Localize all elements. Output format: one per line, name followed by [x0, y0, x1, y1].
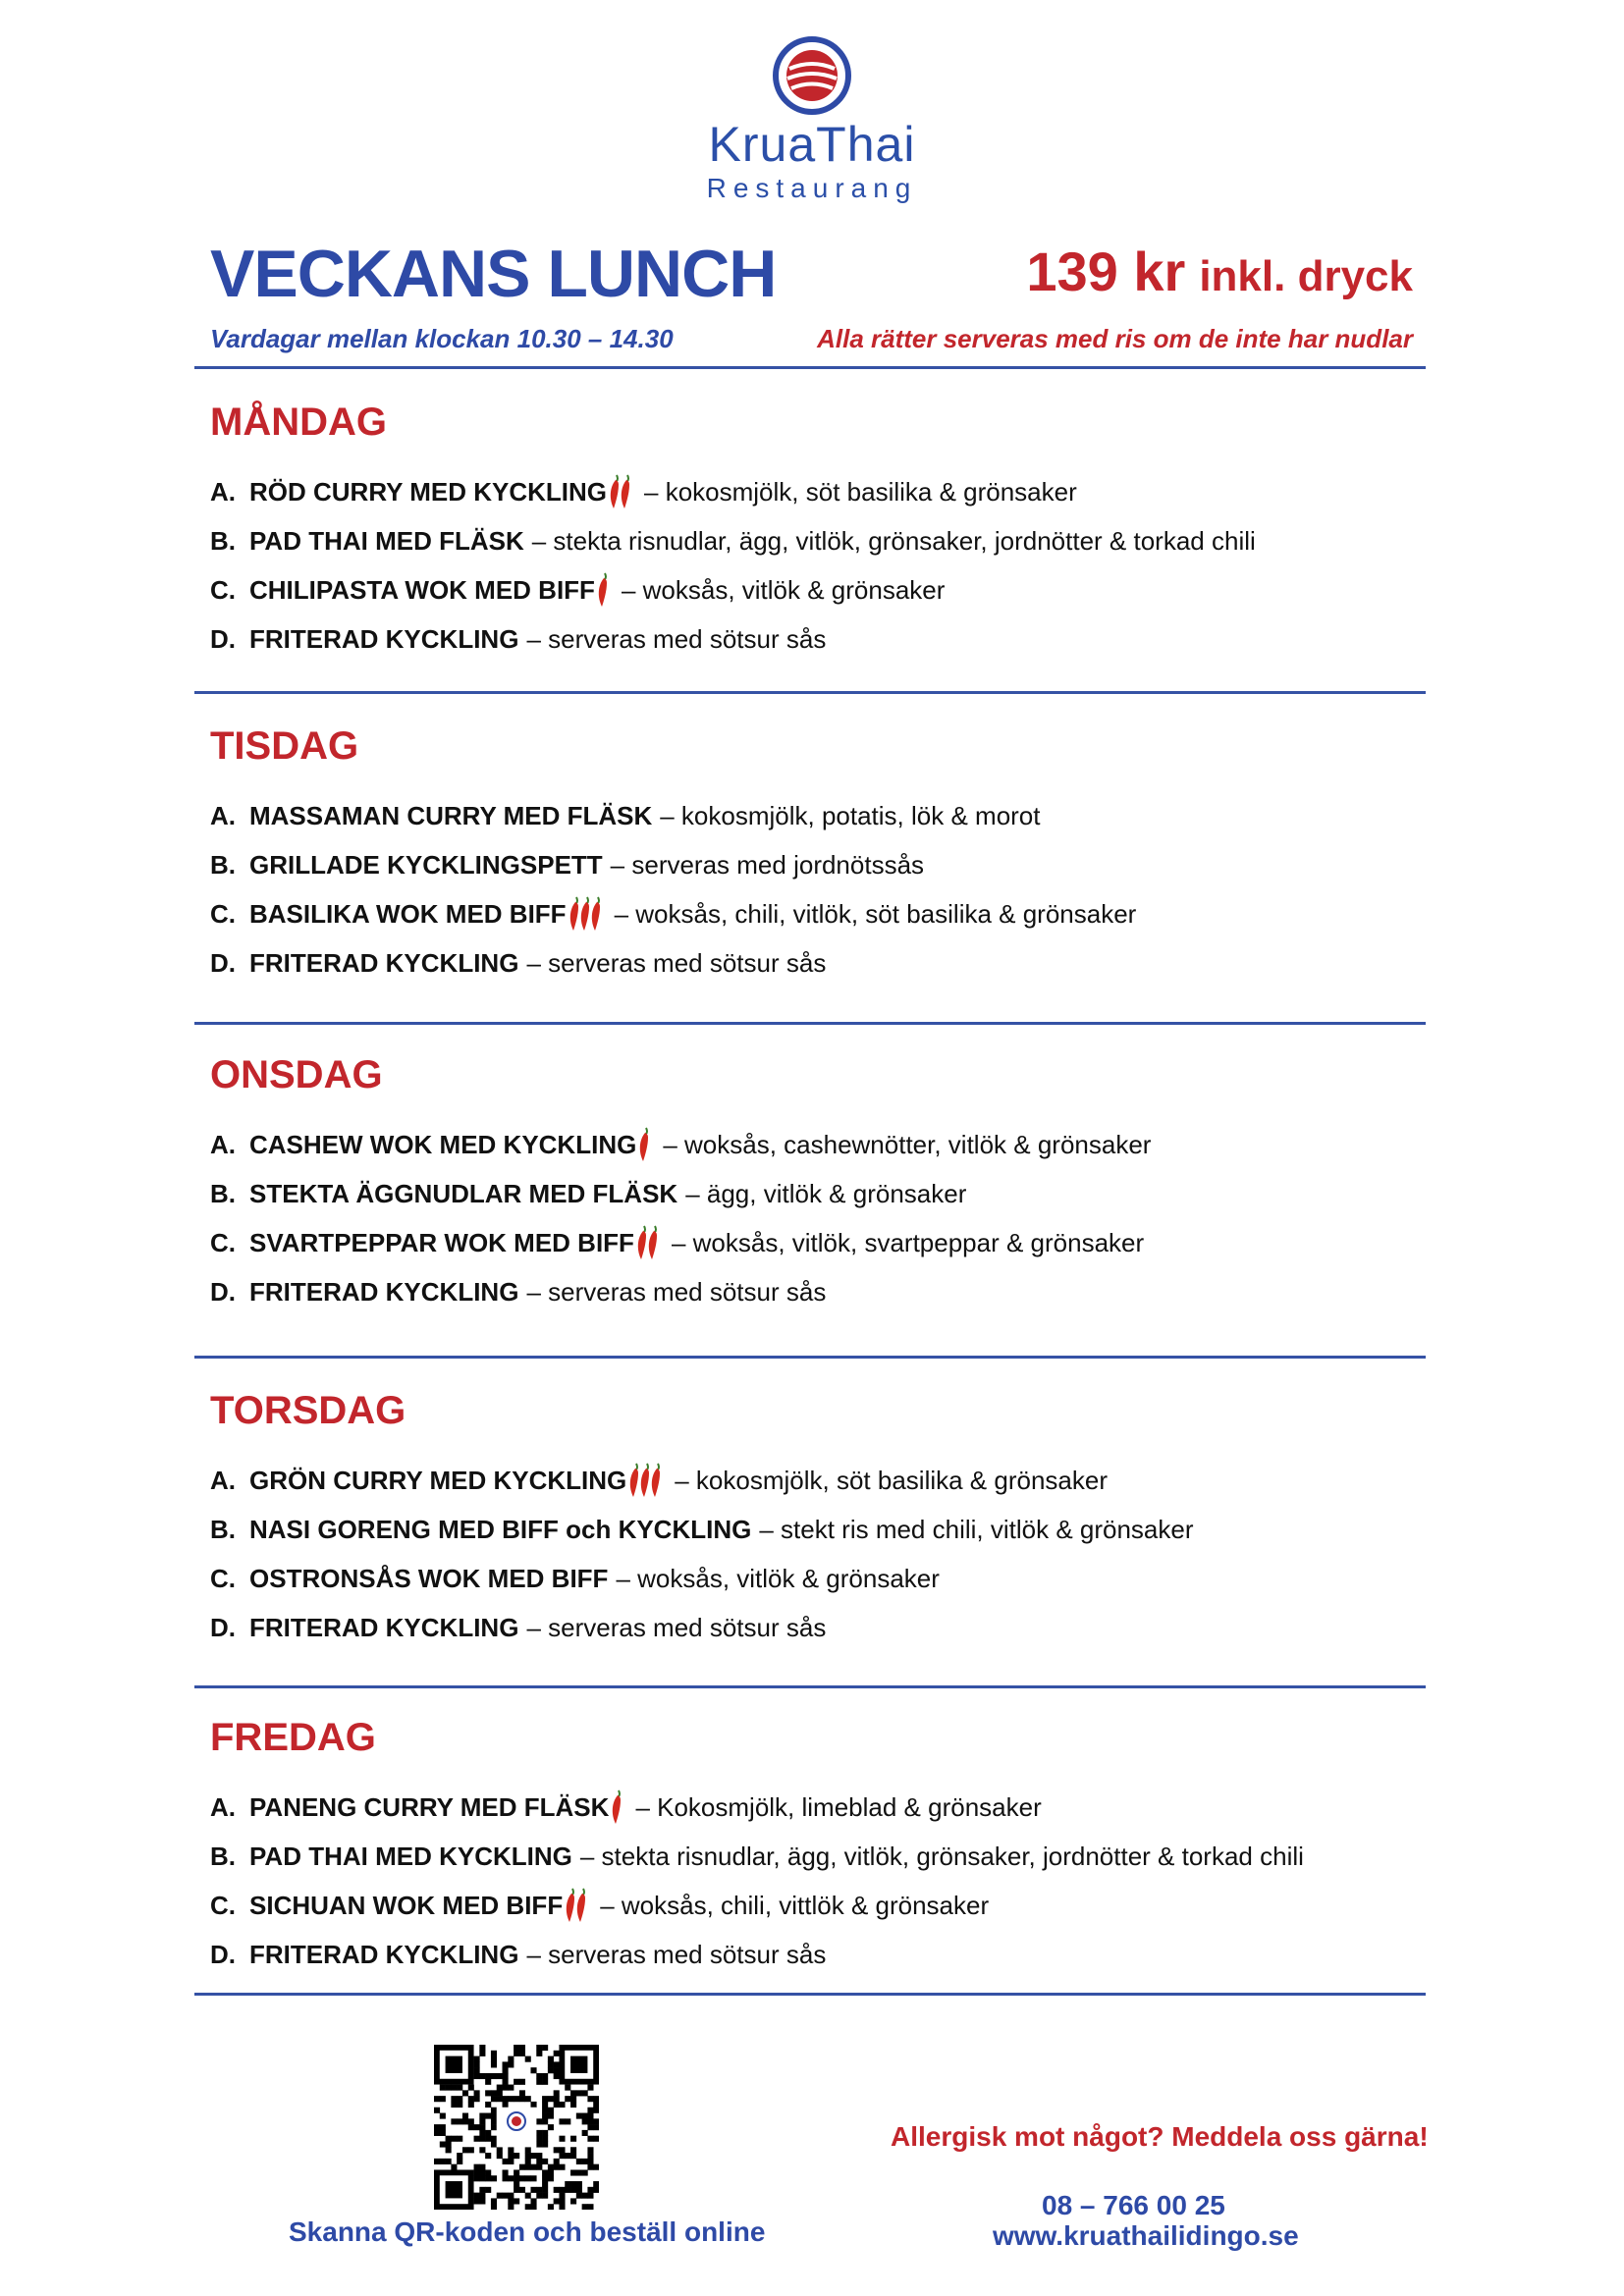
dish-letter: D.	[210, 1612, 236, 1642]
dish-name: STEKTA ÄGGNUDLAR MED FLÄSK	[249, 1178, 678, 1208]
dish-letter: A.	[210, 476, 236, 507]
dish-letter: A.	[210, 1791, 236, 1822]
day-heading: MÅNDAG	[210, 400, 387, 444]
chili-icon	[646, 1224, 660, 1261]
price-note: inkl. dryck	[1199, 252, 1413, 300]
dish-row	[210, 1559, 940, 1598]
chili-icon	[619, 473, 632, 510]
dish-letter: D.	[210, 1939, 236, 1969]
phone-number[interactable]: 08 – 766 00 25	[1042, 2190, 1225, 2220]
dish-name: PANENG CURRY MED FLÄSK	[249, 1791, 610, 1822]
dish-row	[210, 1125, 1151, 1164]
dish-name: MASSAMAN CURRY MED FLÄSK	[249, 800, 653, 830]
dish-name: RÖD CURRY MED KYCKLING	[249, 476, 608, 507]
dish-description: – serveras med sötsur sås	[526, 947, 827, 978]
dish-row	[210, 1886, 989, 1925]
spice-level	[640, 1126, 651, 1163]
dish-description: – ägg, vitlök & grönsaker	[685, 1178, 967, 1208]
dish-name: OSTRONSÅS WOK MED BIFF	[249, 1563, 609, 1593]
dish-name: NASI GORENG MED BIFF och KYCKLING	[249, 1514, 752, 1544]
dish-name: FRITERAD KYCKLING	[249, 623, 519, 654]
dish-row	[210, 894, 1136, 934]
divider	[194, 691, 1426, 694]
dish-letter: D.	[210, 947, 236, 978]
spice-level	[638, 1224, 660, 1261]
chili-icon	[649, 1462, 663, 1499]
dish-description: – serveras med sötsur sås	[526, 1612, 827, 1642]
dish-row	[210, 1608, 826, 1647]
allergy-note: Allergisk mot något? Meddela oss gärna!	[891, 2121, 1429, 2152]
chili-icon	[610, 1789, 623, 1826]
spice-level	[611, 473, 632, 510]
dish-letter: D.	[210, 1276, 236, 1307]
chili-icon	[596, 571, 610, 609]
dish-name: BASILIKA WOK MED BIFF	[249, 898, 567, 929]
dish-letter: A.	[210, 1129, 236, 1159]
dish-name: SVARTPEPPAR WOK MED BIFF	[249, 1227, 634, 1257]
dish-description: – serveras med jordnötssås	[610, 849, 925, 880]
opening-hours: Vardagar mellan klockan 10.30 – 14.30	[210, 324, 674, 353]
dish-letter: B.	[210, 849, 236, 880]
dish-row	[210, 521, 1256, 561]
dish-row	[210, 1788, 1042, 1827]
dish-row	[210, 1837, 1304, 1876]
dish-letter: A.	[210, 1465, 236, 1495]
brand-name: KruaThai	[708, 117, 916, 172]
rice-note: Alla rätter serveras med ris om de inte har nudlar	[817, 324, 1413, 353]
dish-name: GRÖN CURRY MED KYCKLING	[249, 1465, 627, 1495]
spice-level	[613, 1789, 623, 1826]
dish-row	[210, 570, 945, 610]
dish-letter: C.	[210, 1227, 236, 1257]
logo	[0, 35, 1624, 204]
divider	[194, 1022, 1426, 1025]
chili-icon	[574, 1887, 588, 1924]
price-amount: 139 kr	[1026, 240, 1186, 302]
dish-row	[210, 1461, 1108, 1500]
dish-description: – kokosmjölk, potatis, lök & morot	[660, 800, 1041, 830]
dish-row	[210, 1935, 826, 1974]
divider	[194, 1993, 1426, 1996]
dish-name: FRITERAD KYCKLING	[249, 1612, 519, 1642]
dish-row	[210, 619, 826, 659]
dish-description: – serveras med sötsur sås	[526, 1939, 827, 1969]
divider	[194, 366, 1426, 369]
dish-name: FRITERAD KYCKLING	[249, 1276, 519, 1307]
dish-name: PAD THAI MED KYCKLING	[249, 1841, 572, 1871]
chili-icon	[589, 895, 603, 933]
dish-row	[210, 1223, 1144, 1262]
dish-description: – woksås, chili, vitlök, söt basilika & grönsaker	[614, 898, 1137, 929]
price	[1026, 240, 1413, 303]
dish-letter: D.	[210, 623, 236, 654]
dish-description: – kokosmjölk, söt basilika & grönsaker	[675, 1465, 1108, 1495]
dish-description: – stekta risnudlar, ägg, vitlök, grönsaker, jordnötter & torkad chili	[579, 1841, 1304, 1871]
dish-description: – stekt ris med chili, vitlök & grönsaker	[759, 1514, 1194, 1544]
website-link[interactable]: www.kruathailidingo.se	[993, 2220, 1299, 2251]
page-title: VECKANS LUNCH	[210, 237, 777, 311]
spice-level	[567, 1887, 588, 1924]
dish-name: FRITERAD KYCKLING	[249, 947, 519, 978]
dish-description: – kokosmjölk, söt basilika & grönsaker	[644, 476, 1077, 507]
spice-level	[570, 895, 603, 933]
spice-level	[630, 1462, 663, 1499]
chili-icon	[637, 1126, 651, 1163]
dish-name: SICHUAN WOK MED BIFF	[249, 1890, 564, 1920]
dish-description: – stekta risnudlar, ägg, vitlök, grönsaker, jordnötter & torkad chili	[531, 525, 1256, 556]
day-heading: ONSDAG	[210, 1053, 383, 1096]
dish-row	[210, 1272, 826, 1311]
day-heading: TORSDAG	[210, 1389, 406, 1432]
dish-row	[210, 796, 1041, 835]
dish-description: – Kokosmjölk, limeblad & grönsaker	[635, 1791, 1042, 1822]
dish-letter: C.	[210, 574, 236, 605]
dish-letter: C.	[210, 1890, 236, 1920]
dish-description: – woksås, cashewnötter, vitlök & grönsaker	[663, 1129, 1152, 1159]
dish-letter: A.	[210, 800, 236, 830]
dish-letter: C.	[210, 1563, 236, 1593]
dish-name: GRILLADE KYCKLINGSPETT	[249, 849, 603, 880]
dish-letter: B.	[210, 1178, 236, 1208]
day-heading: FREDAG	[210, 1716, 376, 1759]
dish-letter: B.	[210, 1841, 236, 1871]
divider	[194, 1356, 1426, 1359]
dish-row	[210, 1510, 1194, 1549]
dish-letter: B.	[210, 1514, 236, 1544]
dish-letter: B.	[210, 525, 236, 556]
dish-description: – woksås, vitlök & grönsaker	[621, 574, 946, 605]
dish-row	[210, 943, 826, 983]
dish-name: FRITERAD KYCKLING	[249, 1939, 519, 1969]
dish-description: – woksås, vitlök, svartpeppar & grönsaker	[671, 1227, 1145, 1257]
dish-row	[210, 845, 924, 884]
dish-name: PAD THAI MED FLÄSK	[249, 525, 524, 556]
brand-subtitle: Restaurang	[706, 173, 918, 203]
dish-row	[210, 1174, 966, 1213]
qr-caption: Skanna QR-koden och beställ online	[289, 2216, 766, 2247]
dish-row	[210, 472, 1077, 511]
day-heading: TISDAG	[210, 724, 359, 768]
dish-name: CHILIPASTA WOK MED BIFF	[249, 574, 595, 605]
divider	[194, 1685, 1426, 1688]
dish-description: – serveras med sötsur sås	[526, 623, 827, 654]
dish-description: – woksås, chili, vittlök & grönsaker	[600, 1890, 990, 1920]
spice-level	[599, 571, 610, 609]
qr-code-icon[interactable]	[434, 2045, 599, 2210]
dish-letter: C.	[210, 898, 236, 929]
dish-description: – serveras med sötsur sås	[526, 1276, 827, 1307]
dish-name: CASHEW WOK MED KYCKLING	[249, 1129, 637, 1159]
dish-description: – woksås, vitlök & grönsaker	[616, 1563, 940, 1593]
logo-emblem-icon	[772, 35, 852, 116]
